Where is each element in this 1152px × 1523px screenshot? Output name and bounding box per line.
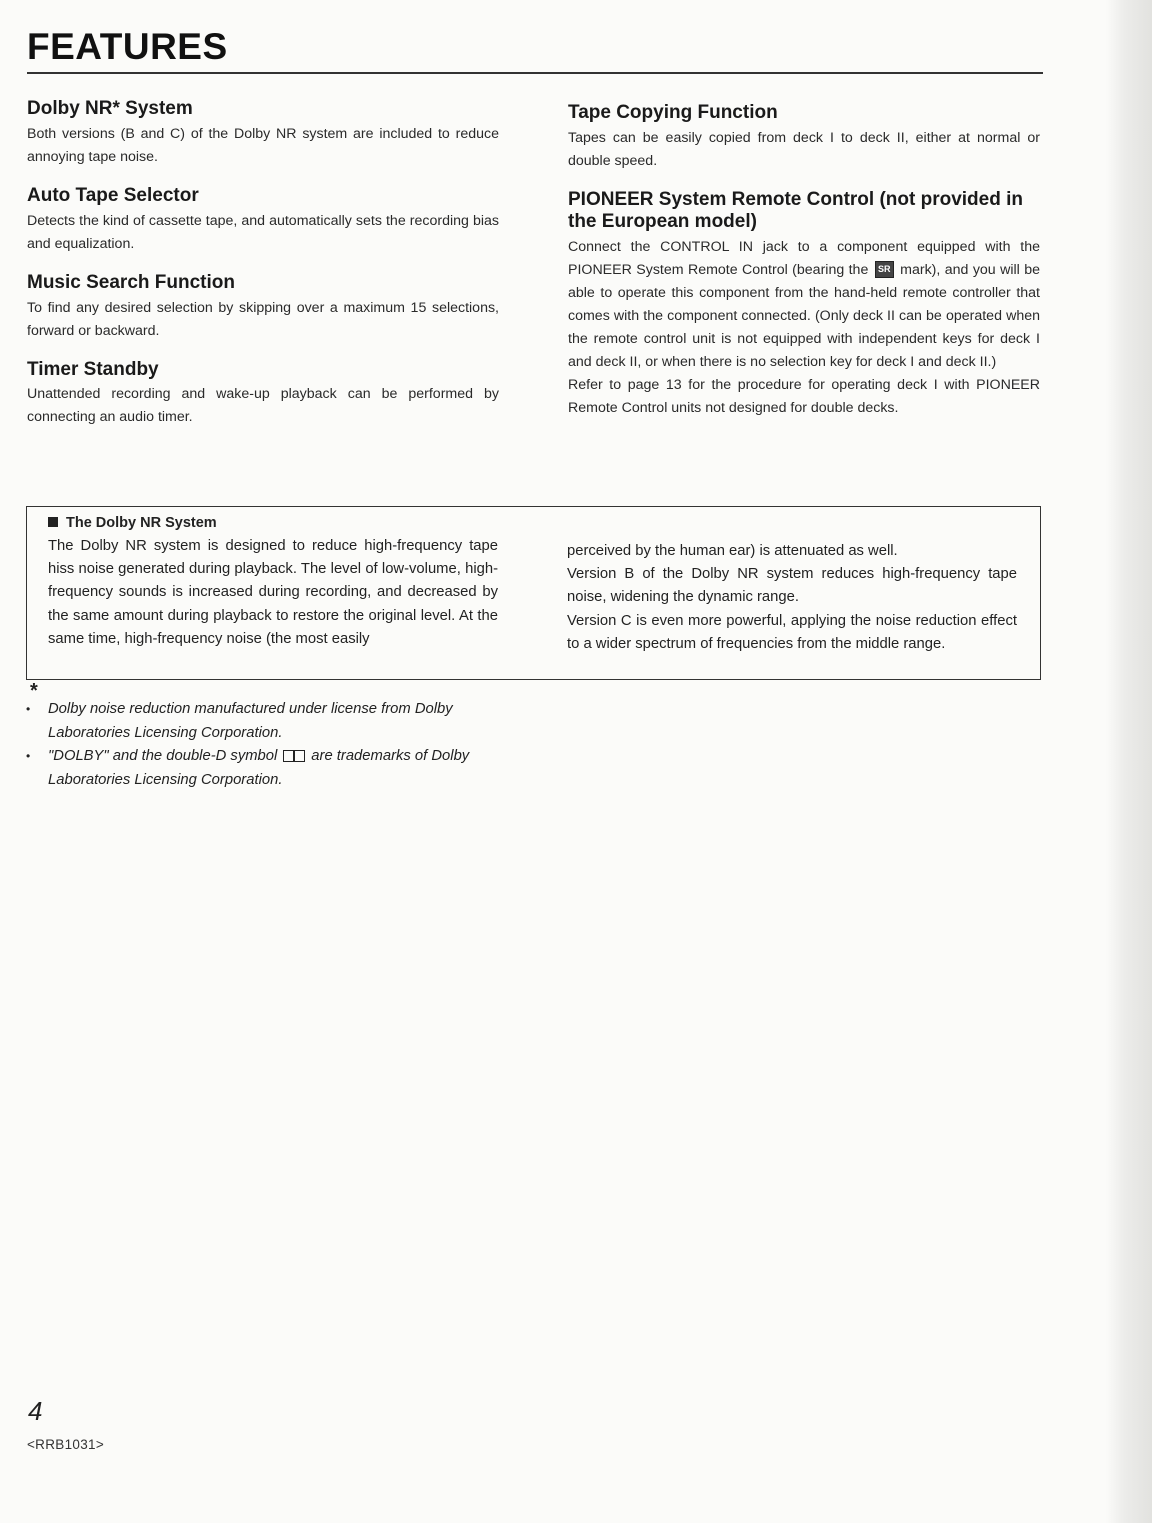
footnote-asterisk: * (30, 680, 38, 702)
bullet-icon: • (26, 702, 31, 716)
footnote-2 (26, 745, 506, 792)
feature-music-search (27, 272, 499, 343)
document-code: <RRB1031> (27, 1437, 105, 1452)
feature-body: Detects the kind of cassette tape, and automatically sets the recording bias and equalization. (27, 212, 499, 252)
dolby-box-right-text-3: Version C is even more powerful, applying the noise reduction effect to a wider spectrum of frequencies from the middle range. (567, 612, 1017, 652)
feature-timer-standby (27, 359, 499, 430)
footnotes (26, 680, 506, 792)
sr-mark-icon: SR (875, 261, 894, 278)
dolby-box-right-text-2: Version B of the Dolby NR system reduces high-frequency tape noise, widening the dynamic range. (567, 566, 1017, 606)
dolby-box-left-text: The Dolby NR system is designed to reduce high-frequency tape hiss noise generated during playback. The level of low-volume, high-frequency sounds is increased during recording, and decreased by the same amount during playback to restore the original level. At the same time, high-frequency noise (the most easily (48, 538, 498, 647)
footnote-1-text: Dolby noise reduction manufactured under license from Dolby Laboratories Licensing Corporation. (48, 701, 453, 741)
feature-body: Tapes can be easily copied from deck I to deck II, either at normal or double speed. (568, 129, 1040, 169)
bullet-icon: • (26, 749, 31, 763)
remote-text-before-mark: Connect the CONTROL IN jack to a component equipped with the PIONEER System Remote Control (bearing the (568, 238, 1040, 278)
dolby-box-heading (48, 513, 498, 533)
dolby-info-box (26, 506, 1041, 680)
features-right-column (568, 102, 1040, 436)
feature-heading: Timer Standby (27, 358, 159, 380)
footnote-2-text-before: "DOLBY" and the double-D symbol (48, 748, 278, 764)
features-left-column (27, 98, 499, 445)
remote-text-after-mark: mark), and you will be able to operate this component from the hand-held remote controller that comes with the component connected. (Only deck II can be operated when the remote control unit is not equipped with independent keys for deck I and deck II, or when there is no selection key for deck I and deck II.) (568, 261, 1040, 370)
dolby-box-title: The Dolby NR System (66, 515, 217, 531)
remote-text-refer: Refer to page 13 for the procedure for operating deck I with PIONEER Remote Control units not designed for double decks. (568, 376, 1040, 416)
feature-dolby-nr (27, 98, 499, 169)
feature-heading: PIONEER System Remote Control (not provided in the European model) (568, 188, 1023, 232)
page-title: FEATURES (27, 26, 228, 67)
feature-remote-control (568, 189, 1040, 420)
dolby-box-right-text-1: perceived by the human ear) is attenuated as well. (567, 543, 898, 559)
dolby-box-left (48, 513, 498, 651)
square-bullet-icon (48, 517, 58, 527)
feature-body (568, 236, 1040, 420)
feature-body: Unattended recording and wake-up playback can be performed by connecting an audio timer. (27, 386, 499, 426)
feature-body: To find any desired selection by skipping over a maximum 15 selections, forward or backward. (27, 299, 499, 339)
footnote-2-text-after: are trademarks of Dolby Laboratories Licensing Corporation. (48, 748, 470, 788)
double-d-symbol-icon (283, 750, 305, 762)
page-edge-shadow (1106, 0, 1152, 1523)
footnote-1 (26, 698, 506, 745)
dolby-box-right (567, 540, 1017, 656)
feature-heading: Music Search Function (27, 271, 235, 293)
title-divider (27, 72, 1043, 74)
page-number: 4 (28, 1396, 43, 1426)
feature-heading: Tape Copying Function (568, 102, 778, 123)
feature-body: Both versions (B and C) of the Dolby NR system are included to reduce annoying tape noise. (27, 125, 499, 165)
feature-tape-copying (568, 102, 1040, 173)
feature-heading: Dolby NR* System (27, 98, 193, 119)
feature-heading: Auto Tape Selector (27, 184, 199, 206)
feature-auto-tape-selector (27, 185, 499, 256)
